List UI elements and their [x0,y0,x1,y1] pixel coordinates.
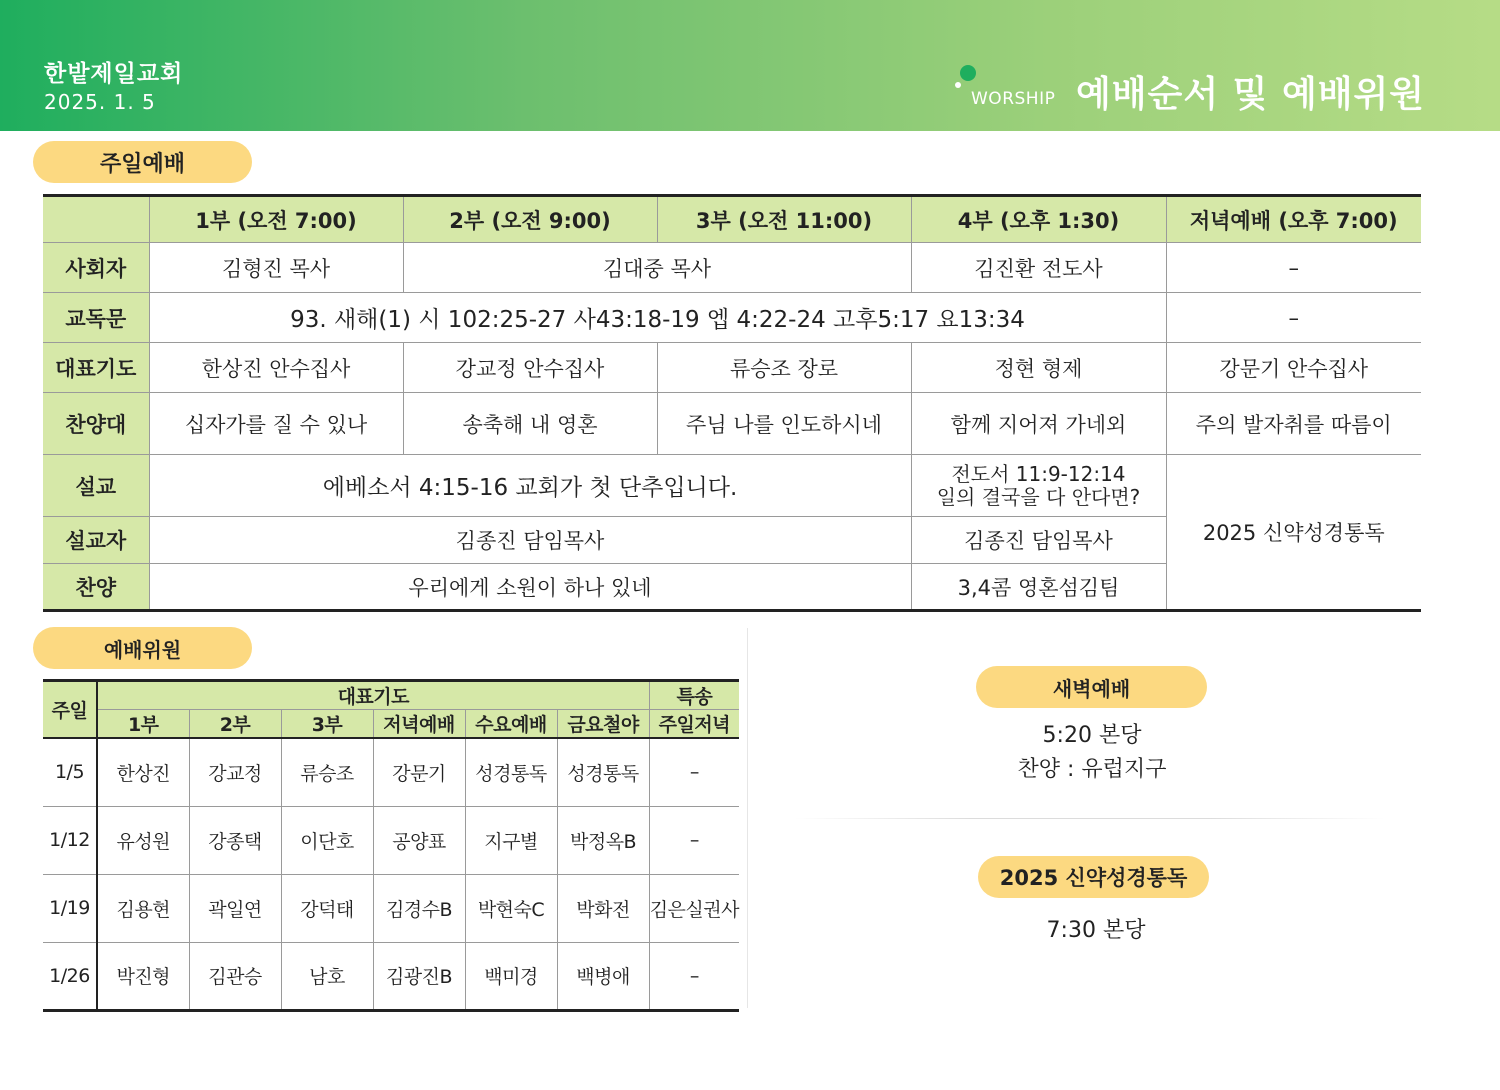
green-dot-icon [960,65,976,81]
cell: 김광진B [373,942,465,1010]
presider-1: 김형진 목사 [149,243,403,293]
cell: 박진형 [97,942,189,1010]
sermon-4-passage: 전도서 11:9-12:14 [951,461,1126,486]
page-header [0,0,1500,131]
table-row [43,942,739,1010]
cell: 성경통독 [557,738,649,806]
bulletin-date: 2025. 1. 5 [44,90,156,114]
cell: – [649,806,739,874]
cell: 지구별 [465,806,557,874]
prayer-2: 강교정 안수집사 [403,343,657,393]
choir-evening: 주의 발자취를 따름이 [1166,393,1421,455]
row-label-prayer: 대표기도 [43,343,149,393]
presider-4: 김진환 전도사 [911,243,1166,293]
col-header-2: 2부 (오전 9:00) [403,196,657,243]
praise-main: 우리에게 소원이 하나 있네 [149,564,911,611]
col-header-5: 저녁예배 (오후 7:00) [1166,196,1421,243]
bible-reading-time: 7:30 본당 [1046,918,1146,943]
row-label-presider: 사회자 [43,243,149,293]
sunday-worship-pill: 주일예배 [33,141,252,183]
cell: 김은실권사 [649,874,739,942]
cell: 김용현 [97,874,189,942]
choir-2: 송축해 내 영혼 [403,393,657,455]
section-label-en: WORSHIP [971,89,1056,109]
subheader-sunday-evening: 주일저녁 [649,710,739,739]
worship-committee-table [43,679,739,1012]
cell: 유성원 [97,806,189,874]
cell: 강문기 [373,738,465,806]
prayer-evening: 강문기 안수집사 [1166,343,1421,393]
prayer-3: 류승조 장로 [657,343,911,393]
cell: 김경수B [373,874,465,942]
row-date: 1/19 [43,874,97,942]
presider-evening: – [1166,243,1421,293]
row-date: 1/5 [43,738,97,806]
choir-3: 주님 나를 인도하시네 [657,393,911,455]
reading-evening: – [1166,293,1421,343]
cell: 성경통독 [465,738,557,806]
prayer-1: 한상진 안수집사 [149,343,403,393]
sermon-4-title: 일의 결국을 다 안다면? [936,484,1141,509]
row-label-choir: 찬양대 [43,393,149,455]
subheader-2: 2부 [189,710,281,739]
col-header-3: 3부 (오전 11:00) [657,196,911,243]
white-dot-icon [955,82,961,88]
committee-pill: 예배위원 [33,627,252,669]
row-date: 1/12 [43,806,97,874]
row-label-praise: 찬양 [43,564,149,611]
subheader-3: 3부 [281,710,373,739]
cell: 박현숙C [465,874,557,942]
corner-cell [43,196,149,243]
table-row [43,738,739,806]
cell: 곽일연 [189,874,281,942]
section-title: 예배순서 및 예배위원 [1076,74,1426,115]
cell: 박정옥B [557,806,649,874]
column-divider [747,628,748,1008]
subheader-1: 1부 [97,710,189,739]
header-prayer: 대표기도 [97,681,649,710]
cell: 백미경 [465,942,557,1010]
dawn-time: 5:20 본당 [1042,723,1142,748]
subheader-evening: 저녁예배 [373,710,465,739]
presider-2-3: 김대중 목사 [403,243,911,293]
table-row [43,874,739,942]
preacher-main: 김종진 담임목사 [149,517,911,564]
col-header-4: 4부 (오후 1:30) [911,196,1166,243]
praise-4: 3,4콤 영혼섬김팀 [911,564,1166,611]
row-date: 1/26 [43,942,97,1010]
choir-1: 십자가를 질 수 있나 [149,393,403,455]
cell: 류승조 [281,738,373,806]
sermon-evening: 2025 신약성경통독 [1166,455,1421,611]
subheader-wednesday: 수요예배 [465,710,557,739]
row-label-preacher: 설교자 [43,517,149,564]
col-header-1: 1부 (오전 7:00) [149,196,403,243]
responsive-reading: 93. 새해(1) 시 102:25-27 사43:18-19 엡 4:22-24 고후5:17 요13:34 [149,293,1166,343]
cell: 강덕태 [281,874,373,942]
cell: – [649,738,739,806]
header-day: 주일 [43,681,97,739]
sermon-4 [911,455,1166,517]
cell: 이단호 [281,806,373,874]
cell: 김관승 [189,942,281,1010]
preacher-4: 김종진 담임목사 [911,517,1166,564]
prayer-4: 정현 형제 [911,343,1166,393]
sermon-main: 에베소서 4:15-16 교회가 첫 단추입니다. [149,455,911,517]
sunday-worship-table [43,194,1421,612]
cell: 강종택 [189,806,281,874]
dawn-worship-pill: 새벽예배 [976,666,1207,708]
subheader-friday: 금요철야 [557,710,649,739]
church-name: 한밭제일교회 [44,61,184,87]
bible-reading-pill: 2025 신약성경통독 [978,856,1209,898]
cell: 공양표 [373,806,465,874]
choir-4: 함께 지어져 가네외 [911,393,1166,455]
section-divider [795,818,1385,819]
row-label-reading: 교독문 [43,293,149,343]
row-label-sermon: 설교 [43,455,149,517]
cell: – [649,942,739,1010]
cell: 강교정 [189,738,281,806]
cell: 남호 [281,942,373,1010]
cell: 박화전 [557,874,649,942]
cell: 한상진 [97,738,189,806]
dawn-praise: 찬양 : 유럽지구 [1017,757,1167,782]
table-row [43,806,739,874]
cell: 백병애 [557,942,649,1010]
header-special: 특송 [649,681,739,710]
